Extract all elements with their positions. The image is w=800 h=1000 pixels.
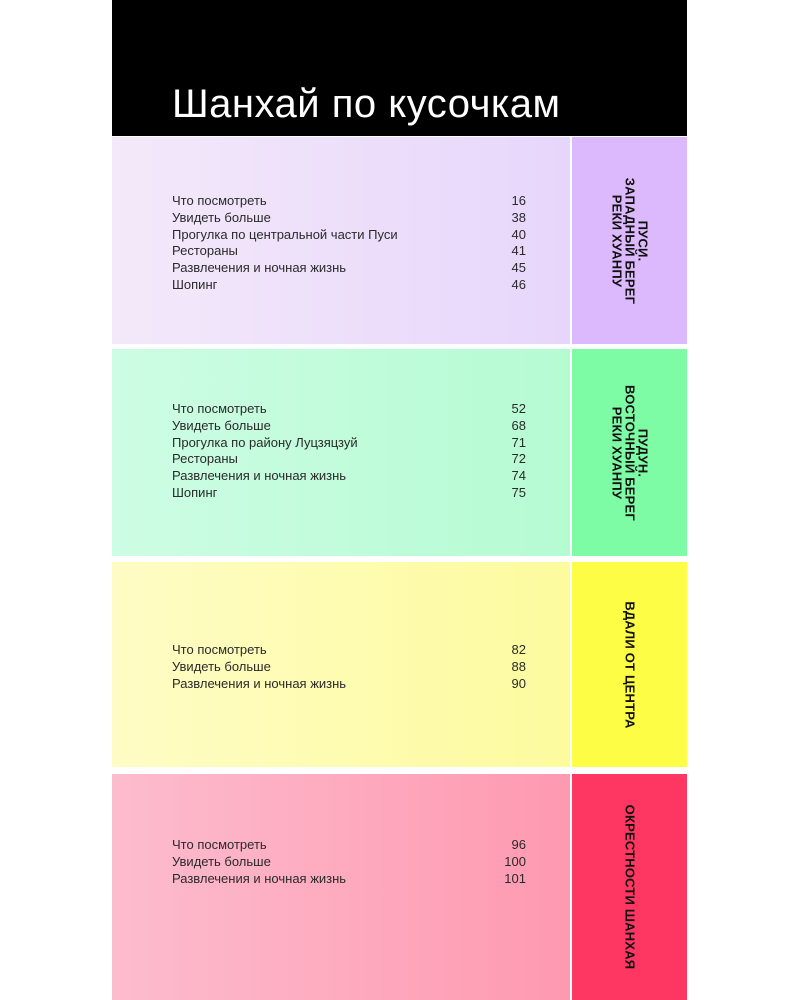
section-tab[interactable] [572,562,687,767]
toc-label: Увидеть больше [172,658,271,674]
tab-line: ОКРЕСТНОСТИ ШАНХАЯ [622,804,637,970]
section-tab-label [610,385,649,521]
tab-line: ВОСТОЧНЫЙ БЕРЕГ [622,384,637,521]
page-title: Шанхай по кусочкам [172,82,561,126]
section-tab-label [623,805,636,970]
toc-row[interactable] [172,227,526,244]
toc-row[interactable] [172,854,526,871]
section-away-from-center [112,562,687,767]
section-panel [112,349,570,556]
toc-row[interactable] [172,277,526,294]
toc-label: Прогулка по району Луцзяцзуй [172,434,358,450]
toc-page-number: 82 [511,642,526,657]
section-shanghai-outskirts [112,774,687,1000]
section-tab[interactable] [572,774,687,1000]
toc-page-number: 40 [511,226,526,242]
toc-list [172,193,526,294]
contents-page [112,0,687,1000]
toc-label: Прогулка по центральной части Пуси [172,226,398,242]
toc-row[interactable] [172,418,526,435]
toc-row[interactable] [172,642,526,659]
toc-row[interactable] [172,837,526,854]
toc-row[interactable] [172,193,526,210]
toc-row[interactable] [172,871,526,888]
toc-page-number: 52 [511,401,526,416]
toc-page-number: 96 [511,837,526,852]
toc-label: Увидеть больше [172,853,271,869]
tab-line: ЗАПАДНЫЙ БЕРЕГ [622,177,637,304]
toc-label: Рестораны [172,243,238,259]
tab-line: ПУДУН. [635,428,650,477]
toc-row[interactable] [172,435,526,452]
toc-page-number: 68 [511,417,526,433]
toc-page-number: 41 [511,243,526,259]
tab-line: РЕКИ ХУАНПУ [609,406,624,499]
toc-page-number: 90 [511,675,526,691]
toc-page-number: 71 [511,434,526,450]
tab-line: ПУСИ. [635,220,650,261]
section-tab[interactable] [572,137,687,344]
section-panel [112,137,570,344]
toc-label: Развлечения и ночная жизнь [172,675,347,691]
toc-label: Шопинг [172,276,218,292]
toc-label: Увидеть больше [172,417,271,433]
toc-page-number: 16 [511,193,526,208]
toc-label: Что посмотреть [172,193,267,208]
toc-row[interactable] [172,451,526,468]
toc-page-number: 75 [511,484,526,500]
toc-row[interactable] [172,468,526,485]
toc-label: Что посмотреть [172,837,267,852]
toc-page-number: 100 [504,853,526,869]
toc-page-number: 72 [511,451,526,467]
toc-label: Развлечения и ночная жизнь [172,468,347,484]
section-panel [112,562,570,767]
toc-list [172,837,526,887]
toc-page-number: 74 [511,468,526,484]
tab-line: ВДАЛИ ОТ ЦЕНТРА [622,600,637,729]
section-pudong [112,349,687,556]
toc-page-number: 38 [511,209,526,225]
header-banner [112,0,687,136]
toc-page-number: 46 [511,276,526,292]
section-pusi [112,137,687,344]
section-tab[interactable] [572,349,687,556]
toc-page-number: 101 [504,870,526,886]
toc-row[interactable] [172,210,526,227]
toc-list [172,642,526,692]
toc-row[interactable] [172,485,526,502]
toc-label: Что посмотреть [172,401,267,416]
section-panel [112,774,570,1000]
toc-row[interactable] [172,659,526,676]
toc-list [172,401,526,502]
toc-row[interactable] [172,243,526,260]
section-tab-label [610,177,649,303]
tab-line: РЕКИ ХУАНПУ [609,194,624,287]
toc-row[interactable] [172,676,526,693]
toc-label: Развлечения и ночная жизнь [172,870,347,886]
toc-label: Увидеть больше [172,209,271,225]
toc-label: Что посмотреть [172,642,267,657]
section-tab-label [623,601,636,728]
toc-page-number: 45 [511,260,526,276]
toc-label: Развлечения и ночная жизнь [172,260,347,276]
toc-page-number: 88 [511,658,526,674]
toc-label: Шопинг [172,484,218,500]
toc-row[interactable] [172,260,526,277]
toc-label: Рестораны [172,451,238,467]
toc-row[interactable] [172,401,526,418]
